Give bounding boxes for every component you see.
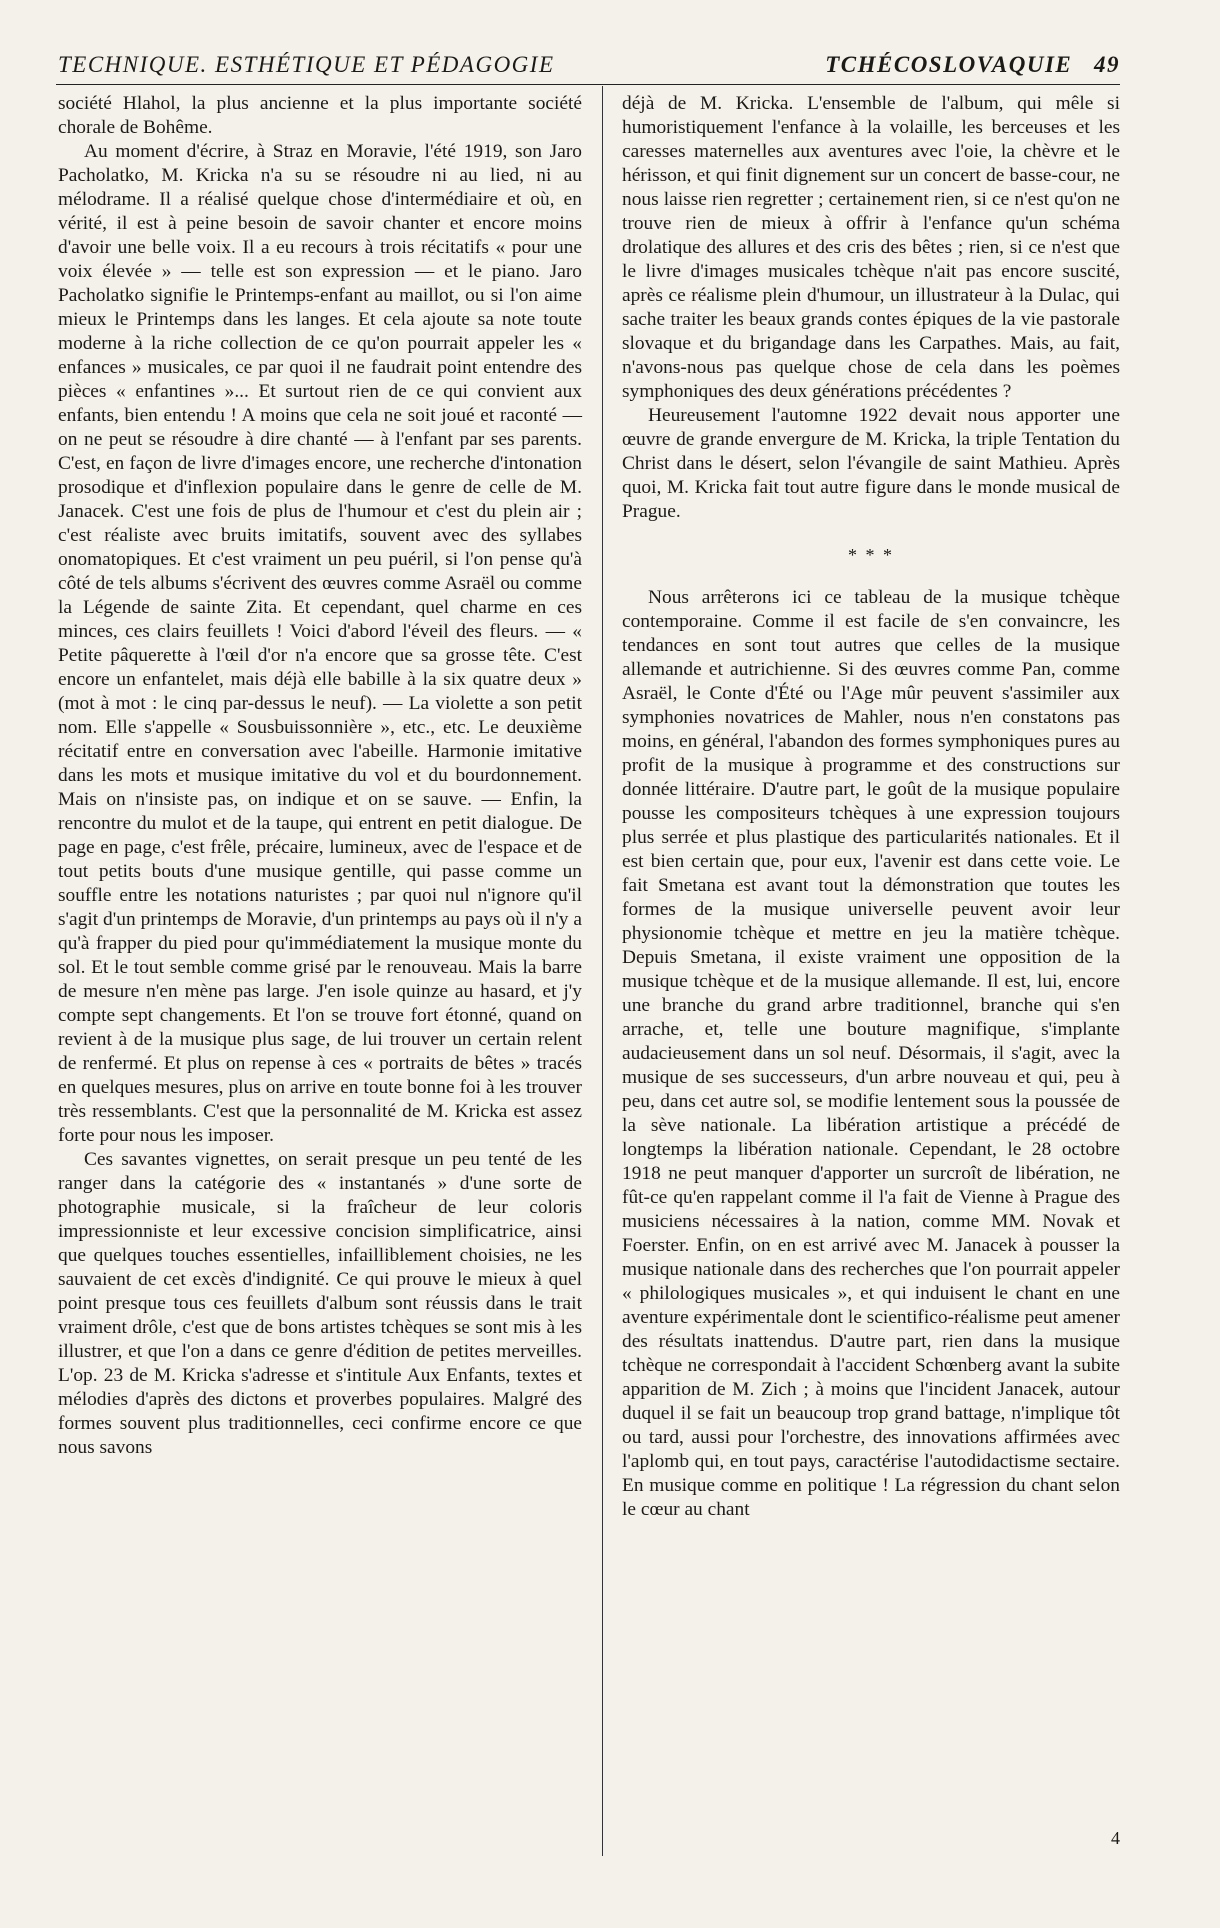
section-separator: * * * [848, 545, 894, 565]
running-head-left: TECHNIQUE. ESTHÉTIQUE ET PÉDAGOGIE [58, 52, 555, 77]
running-head-right [825, 52, 1120, 78]
left-column [58, 92, 582, 1460]
left-paragraph-2: Au moment d'écrire, à Straz en Moravie, l'été 1919, son Jaro Pacholatko, M. Kricka n'a su se résoudre ni au lied, ni au mélodrame. Il a réalisé quelque chose d'intermédiaire et où, en vérité, il est à peine besoin de savoir chanter et encore moins d'avoir une belle voix. Il a eu recours à trois récitatifs « pour une voix élevée » — telle est son expression — et le piano. Jaro Pacholatko signifie le Printemps-enfant au maillot, ou si l'on aime mieux le Printemps dans les langes. Et cela ajoute sa note toute moderne à la riche collection de ce qu'on pourrait appeler les « enfances » musicales, ce par quoi il ne faudrait point entendre des pièces « enfantines »... Et surtout rien de ce qui convient aux enfants, bien entendu ! A moins que cela ne soit joué et raconté — on ne peut se résoudre à dire chanté — à l'enfant par ses parents. C'est, en façon de livre d'images encore, une recherche d'intonation prosodique et d'inflexion populaire dans le genre de celle de M. Janacek. C'est une fois de plus de l'humour et c'est du plein air ; c'est réaliste avec bruits imitatifs, souvent avec des syllabes onomatopiques. Et c'est vraiment un peu puéril, si l'on pense qu'à côté de tels albums s'écrivent des œuvres comme Asraël ou comme la Légende de sainte Zita. Et cependant, quel charme en ces minces, ces clairs feuillets ! Voici d'abord l'éveil des fleurs. — « Petite pâquerette à l'œil d'or n'a encore que sa grosse tête. C'est encore un enfantelet, mais déjà elle babille à la six quatre deux » (mot à mot : le cinq par-dessus le neuf). — La violette a son petit nom. Elle s'appelle « Sousbuissonnière », etc., etc. Le deuxième récitatif entre en conversation avec l'abeille. Harmonie imitative dans les mots et musique imitative du vol et du bourdonnement. Mais on n'insiste pas, on indique et on se sauve. — Enfin, la rencontre du mulot et de la taupe, qui entrent en petit dialogue. De page en page, c'est frêle, précaire, lumineux, avec de l'espace et de tout petits bouts d'une musique gentille, qui passe comme un souffle entre les notations naturistes ; par quoi nul n'ignore qu'il s'agit d'un printemps de Moravie, d'un printemps au pays où il n'y a qu'à frapper du pied pour qu'immédiatement la musique monte du sol. Et le tout semble comme grisé par le renouveau. Mais la barre de mesure n'en mène pas large. J'en isole quinze au hasard, et j'y compte sept changements. Et l'on se trouve fort étonné, quand on revient à de la musique plus sage, de lui trouver un certain relent de renfermé. Et plus on repense à ces « portraits de bêtes » tracés en quelques mesures, plus on arrive en toute bonne foi à les trouver très ressemblants. C'est que la personnalité de M. Kricka est assez forte pour nous les imposer. [58, 141, 582, 1146]
right-column [622, 92, 1120, 1522]
running-head-title: TCHÉCOSLOVAQUIE [825, 52, 1073, 77]
column-divider [602, 86, 603, 1856]
page-number: 49 [1094, 52, 1120, 77]
signature-mark: 4 [1111, 1828, 1120, 1848]
right-paragraph-3: Nous arrêterons ici ce tableau de la musique tchèque contemporaine. Comme il est facile de s'en convaincre, les tendances en sont tout autres que celles de la musique allemande et autrichienne. Si des œuvres comme Pan, comme Asraël, le Conte d'Été ou l'Age mûr peuvent s'assimiler aux symphonies novatrices de Mahler, nous n'en constatons pas moins, en général, l'abandon des formes symphoniques pures au profit de la musique à programme et des constructions sur donnée littéraire. D'autre part, le goût de la musique populaire pousse les compositeurs tchèques à une expression toujours plus serrée et plus plastique des particularités nationales. Et il est bien certain que, pour eux, l'avenir est dans cette voie. Le fait Smetana est avant tout la démonstration que toutes les formes de la musique universelle peuvent avoir leur physionomie tchèque et mettre en jeu la matière tchèque. Depuis Smetana, il existe vraiment une opposition de la musique tchèque et de la musique allemande. Il est, lui, encore une branche du grand arbre traditionnel, branche qui s'en arrache, et, telle une bouture magnifique, s'implante audacieusement dans un sol neuf. Désormais, il s'agit, avec la musique de ses successeurs, d'un arbre nouveau et qui, peu à peu, dans cet autre sol, se modifie lentement sous la poussée de la sève nationale. La libération artistique a précédé de longtemps la libération nationale. Cependant, le 28 octobre 1918 ne peut manquer d'apporter un surcroît de libération, ne fût-ce qu'en rappelant comme il l'a fait de Vienne à Prague des musiciens nécessaires à la nation, comme MM. Novak et Foerster. Enfin, on en est arrivé avec M. Janacek à pousser la musique nationale dans des recherches que l'on pourrait appeler « philologiques musicales », et qui induisent le chant en une aventure expérimentale dont le scientifico-réalisme peut amener des résultats inattendus. D'autre part, rien dans la musique tchèque ne correspondait à l'accident Schœnberg avant la subite apparition de M. Zich ; à moins que l'incident Janacek, autour duquel il se fait un beaucoup trop grand battage, n'implique tôt ou tard, aussi pour l'orchestre, des innovations affirmées avec l'aplomb qui, en tout pays, caractérise l'autodidactisme sectaire. En musique comme en politique ! La régression du chant selon le cœur au chant [622, 587, 1120, 1520]
right-paragraph-2: Heureusement l'automne 1922 devait nous apporter une œuvre de grande envergure de M. Kricka, la triple Tentation du Christ dans le désert, selon l'évangile de saint Mathieu. Après quoi, M. Kricka fait tout autre figure dans le monde musical de Prague. [622, 405, 1120, 522]
running-head [58, 52, 1120, 82]
left-paragraph-1: société Hlahol, la plus ancienne et la plus importante société chorale de Bohême. [58, 93, 582, 138]
left-paragraph-3: Ces savantes vignettes, on serait presque un peu tenté de les ranger dans la catégorie des « instantanés » d'une sorte de photographie musicale, si la fraîcheur de leur coloris impressionniste et leur excessive concision simplificatrice, ainsi que quelques touches essentielles, infailliblement choisies, ne les sauvaient de cet excès d'indignité. Ce qui prouve le mieux à quel point presque tous ces feuillets d'album sont réussis dans le trait vraiment drôle, c'est que de bons artistes tchèques se sont mis à les illustrer, et que l'on a dans ce genre d'édition de petites merveilles. L'op. 23 de M. Kricka s'adresse et s'intitule Aux Enfants, textes et mélodies d'après des dictons et proverbes populaires. Malgré des formes souvent plus traditionnelles, ceci confirme encore ce que nous savons [58, 1149, 582, 1458]
header-rule [56, 84, 1120, 85]
right-paragraph-1: déjà de M. Kricka. L'ensemble de l'album, qui mêle si humoristiquement l'enfance à la volaille, les berceuses et les caresses maternelles aux aventures avec l'oie, la chèvre et le hérisson, et qui finit dignement sur un concert de basse-cour, ne nous laisse rien regretter ; certainement rien, si ce n'est qu'on ne trouve rien de mieux à offrir à l'enfance qu'un schéma drolatique des allures et des cris des bêtes ; rien, si ce n'est que le livre d'images musicales tchèque n'ait pas encore suscité, après ce réalisme plein d'humour, un illustrateur à la Dulac, qui sache traiter les beaux grands contes épiques de la vie pastorale slovaque et du brigandage dans les Carpathes. Mais, au fait, n'avons-nous pas quelque chose de cela dans les poèmes symphoniques des deux générations précédentes ? [622, 93, 1120, 402]
